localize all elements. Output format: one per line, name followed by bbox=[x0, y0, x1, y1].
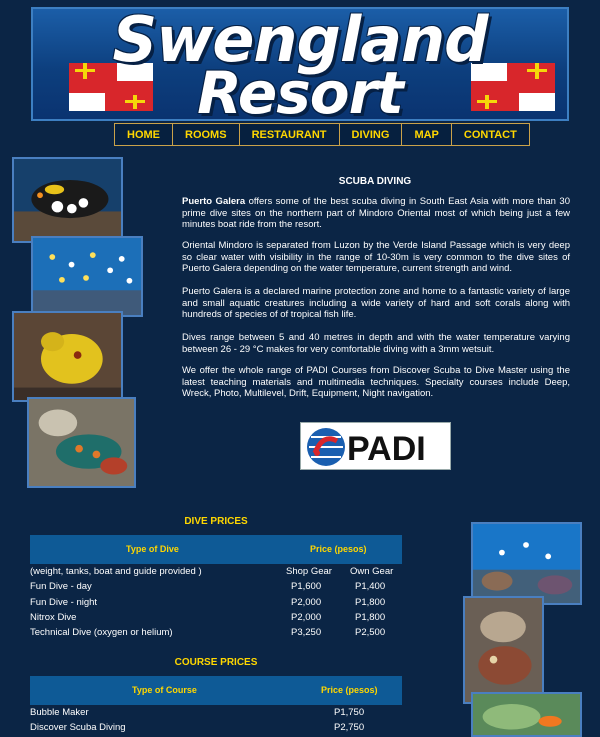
course-name: Bubble Maker bbox=[30, 707, 89, 718]
course-prices-table-header bbox=[30, 676, 402, 705]
clownfish-trigger-photo bbox=[12, 157, 123, 243]
dive-price-column: Price (pesos) bbox=[310, 544, 367, 554]
nav-map[interactable]: MAP bbox=[402, 123, 451, 146]
padi-globe-icon bbox=[301, 423, 452, 471]
table-row bbox=[30, 627, 402, 642]
dive-prices-heading: DIVE PRICES bbox=[184, 516, 248, 527]
dive-name: Fun Dive - night bbox=[30, 597, 98, 608]
course-name: Discover Scuba Diving bbox=[30, 722, 126, 733]
marine-life-paragraph: Puerto Galera is a declared marine protection zone and home to a fantastic variety of large and small aquatic creatures including a wide variety of hard and soft corals along with hundreds of species of of tropical fish life. bbox=[182, 286, 570, 321]
section-title: SCUBA DIVING bbox=[338, 176, 412, 187]
dive-name: Technical Dive (oxygen or helium) bbox=[30, 627, 173, 638]
dive-name: Nitrox Dive bbox=[30, 612, 77, 623]
frogfish-photo bbox=[12, 311, 123, 402]
shop-price: P1,600 bbox=[291, 581, 322, 592]
dive-prices-table-header bbox=[30, 535, 402, 564]
own-gear-label: Own Gear bbox=[350, 566, 394, 577]
dive-note: (weight, tanks, boat and guide provided ) bbox=[30, 566, 202, 577]
courses-paragraph: We offer the whole range of PADI Courses from Discover Scuba to Dive Master using the latest teaching materials and multimedia techniques. Specialty courses include Deep, Wreck, Photo, Multilevel, Drift, Equipment, Night navigation. bbox=[182, 365, 570, 400]
table-row bbox=[30, 566, 402, 581]
visibility-paragraph: Oriental Mindoro is separated from Luzon by the Verde Island Passage which is very deep so clear water with visibility in the range of 10-30m is very common to the dive sites of Puerto Galera depending on the water temperature, current strength and wind. bbox=[182, 240, 570, 275]
own-price: P1,400 bbox=[355, 581, 386, 592]
intro-text: offers some of the best scuba diving in South East Asia with more than 30 prime dive sites on the northern part of Mindoro Oriental most of which being just a few minutes boat ride from the resort. bbox=[182, 196, 570, 231]
scorpionfish-photo bbox=[463, 596, 544, 704]
table-row bbox=[30, 581, 402, 596]
course-price-column: Price (pesos) bbox=[321, 685, 378, 695]
nav-contact[interactable]: CONTACT bbox=[452, 123, 530, 146]
reef-fish-school-photo bbox=[31, 236, 143, 317]
own-price: P1,800 bbox=[355, 612, 386, 623]
shop-price: P3,250 bbox=[291, 627, 322, 638]
table-row bbox=[30, 597, 402, 612]
nav-rooms[interactable]: ROOMS bbox=[173, 123, 240, 146]
course-price: P2,750 bbox=[334, 722, 365, 733]
course-price: P1,750 bbox=[334, 707, 365, 718]
course-type-column: Type of Course bbox=[132, 685, 197, 695]
shop-price: P2,000 bbox=[291, 612, 322, 623]
nav-restaurant[interactable]: RESTAURANT bbox=[240, 123, 340, 146]
intro-highlight: Puerto Galera bbox=[182, 196, 246, 207]
intro-paragraph bbox=[182, 196, 570, 231]
main-nav bbox=[114, 123, 530, 146]
shop-gear-label: Shop Gear bbox=[286, 566, 332, 577]
site-banner bbox=[31, 7, 569, 121]
mandarin-fish-photo bbox=[27, 397, 136, 488]
own-price: P2,500 bbox=[355, 627, 386, 638]
dive-type-column: Type of Dive bbox=[126, 544, 179, 554]
nav-diving[interactable]: DIVING bbox=[340, 123, 403, 146]
padi-logo bbox=[300, 422, 451, 470]
table-row bbox=[30, 722, 402, 737]
nav-home[interactable]: HOME bbox=[115, 123, 173, 146]
table-row bbox=[30, 612, 402, 627]
coral-reef-photo bbox=[471, 522, 582, 605]
table-row bbox=[30, 707, 402, 722]
course-prices-heading: COURSE PRICES bbox=[174, 657, 258, 668]
logo-title: Swengland bbox=[112, 7, 488, 76]
padi-logo-text: PADI bbox=[347, 430, 426, 468]
dive-name: Fun Dive - day bbox=[30, 581, 92, 592]
own-price: P1,800 bbox=[355, 597, 386, 608]
logo-subtitle: Resort bbox=[197, 59, 403, 121]
shop-price: P2,000 bbox=[291, 597, 322, 608]
anemone-clownfish-photo bbox=[471, 692, 582, 737]
depth-paragraph: Dives range between 5 and 40 metres in depth and with the water temperature varying between 26 - 29 °C makes for very comfortable diving with a 3mm wetsuit. bbox=[182, 332, 570, 355]
